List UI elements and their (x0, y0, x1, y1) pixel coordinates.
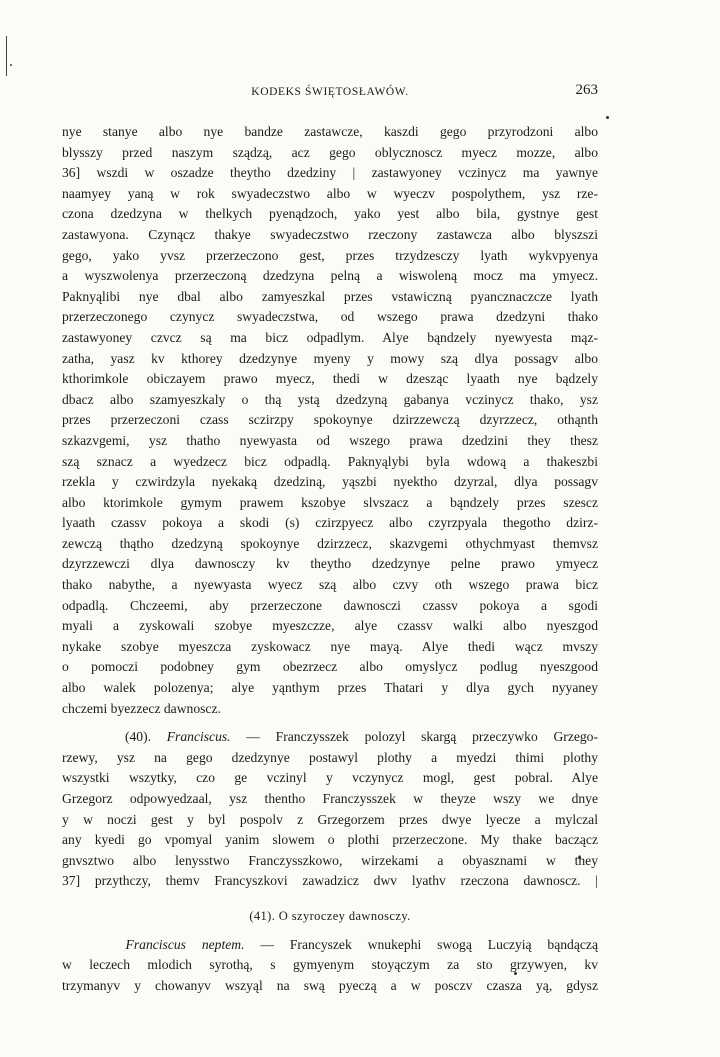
page-number: 263 (575, 82, 598, 98)
text-line: odpadlą. Chczeemi, aby przerzeczone dawnosczi czassv pokoya a sgodi (62, 597, 598, 613)
text-line: zatha, yasz kv kthorey dzedzynye myeny y mowy szą dlya possagv albo (62, 350, 598, 366)
text-line: y w noczi gest y byl pospolv z Grzegorzem przes dwye lyecze a mylczal (62, 811, 598, 827)
paragraph-40-first-line (62, 727, 598, 748)
text-line: Paknyąlibi nye dbal albo zamyeszkal przes vstawiczną pyancznaczcze lyath (62, 288, 598, 304)
text-line: w leczech mlodich syrothą, s gymyenym stoyączym za sto grzywyen, kv (62, 957, 598, 973)
text-line: gego, yako yvsz przerzeczono gest, przes trzydzesczy lyath wykvpyenya (62, 247, 598, 263)
text-line: kthorimkole obiczayem prawo myecz, thedi w dzesząc lyaath nye bądzely (62, 371, 598, 387)
text-line: dzyrzzewczi dlya dawnosczy kv theytho dzedzynye pelne prawo ymyecz (62, 556, 598, 572)
text-line: dbacz albo szamyeszkaly o thą ystą dzedzyną gabanya vczinycz thako, ysz (62, 391, 598, 407)
text-line: blysszy przed naszym sządzą, acz gego oblycznoscz myecz mozze, albo (62, 144, 598, 160)
paragraph-41 (62, 935, 598, 997)
scan-edge-mark (6, 36, 7, 76)
text-line: 36] wszdi w oszadze theytho dzedziny | zastawyoney vczinycz ma yawnye (62, 165, 598, 181)
text-line: naamyey yaną w rok swyadeczstwo albo w wyeczv pospolythem, ysz rze- (62, 185, 598, 201)
text-line: lyaath czassv pokoya a skodi (s) czirzpyecz albo czyrzpyala thegotho dzirz- (62, 515, 598, 531)
section-heading: (41). O szyroczey dawnosczy. (249, 908, 411, 923)
text-line: przes przerzeczoni czass sczirzpy spokoynye dzirzzewczą dzyrzzecz, othąnth (62, 412, 598, 428)
text-line: albo ktorimkole gymym prawem kszobye slvszacz a bąndzely przes szescz (62, 494, 598, 510)
text-line: wszystki wszytky, czo ge vczinyl y vczynycz mogl, gest pobral. Alye (62, 770, 598, 786)
text-line: nye stanye albo nye bandze zastawcze, kaszdi gego przyrodzoni albo (62, 124, 598, 139)
scan-edge-dot (10, 64, 12, 66)
text-line: zastawyona. Czynącz thakye swyadeczstwo rzeczony zastawcza albo blyszszi (62, 226, 598, 242)
paragraph-1 (62, 122, 598, 719)
text-line: albo walek polozenya; alye yąnthym przes Thatari y dlya gych nyyaney (62, 680, 598, 696)
text-line: rzekla y czwirdzyla nyekaką dzedziną, yąszbi nyektho dzyrzal, dlya possagv (62, 474, 598, 490)
paragraph-text: — Franczysszek polozyl skargą przeczywko Grzego- (230, 729, 599, 745)
page-body (62, 122, 598, 996)
text-line: szą sznacz a wyedzecz bicz odpadlą. Paknyąlybi byla wdową a thakeszbi (62, 453, 598, 469)
running-title: KODEKS ŚWIĘTOSŁAWÓW. (251, 86, 409, 98)
text-line: czona dzedzyna w thelkych pyenądzoch, yako yest albo bila, gystnye gest (62, 206, 598, 222)
paragraph-title: Franciscus. (166, 729, 231, 745)
text-line: a wyszwolenya przerzeczoną dzedzyna pelną a wiswoleną mocz ma ymyecz. (62, 268, 598, 284)
text-line: myali a zyskowali szobye myeszczze, alye czassv walki albo nyeszgod (62, 618, 598, 634)
text-line: o pomoczi podobney gym obezrzecz albo omyslycz podlug nyeszgood (62, 659, 598, 675)
text-line: rzewy, ysz na gego dzedzynye postawyl plothy a myedzi thimi plothy (62, 749, 598, 765)
text-line: trzymanyv y chowanyv wszyąl na swą pyeczą a w posczv czasza yą, gdysz (62, 977, 598, 993)
text-line: 37] przythczy, themv Francyszkovi zawadzicz dwv lyathv rzeczona dawnoscz. | (62, 873, 598, 889)
paragraph-text: — Francyszek wnukephi swogą Luczyią bąndączą (244, 936, 598, 952)
text-line: gnvsztwo albo lenysstwo Franczysszkowo, wirzekami a obyasznami w they (62, 852, 598, 868)
text-line: szkazvgemi, ysz thatho nyewyasta od wszego prawa dzedzini they thesz (62, 432, 598, 448)
text-line: przerzeczonego czynycz swyadeczstwa, od wszego prawa dzedzyni thako (62, 309, 598, 325)
stray-mark (606, 116, 609, 119)
text-line: chczemi byezzecz dawnoscz. (62, 700, 221, 716)
paragraph-number: (40). (124, 729, 151, 745)
paragraph-40 (62, 727, 598, 892)
text-line: any kyedi go vpomyal yanim slowem o plothi przerzeczone. My thake baczącz (62, 832, 598, 848)
paragraph-41-first-line (62, 935, 598, 956)
text-line: nykake szobye myeszcza zyskowacz nye mayą. Alye thedi wącz mvszy (62, 638, 598, 654)
text-line: zewczą thątho dzedzyną spokoynye dzirzzecz, skazvgemi othychmyast themvsz (62, 535, 598, 551)
text-line: thako nabythe, a nyewyasta wyecz szą albo czvy oth wszego prawa bicz (62, 577, 598, 593)
text-line: Grzegorz odpowyedzaal, ysz thentho Franczysszek w theyze wszy we dnye (62, 791, 598, 806)
text-line: zastawyoney czvcz są ma bicz odpadlym. Alye bąndzely nyewyesta mąz- (62, 329, 598, 345)
paragraph-title: Franciscus neptem. (125, 936, 245, 952)
page-header (62, 80, 598, 104)
